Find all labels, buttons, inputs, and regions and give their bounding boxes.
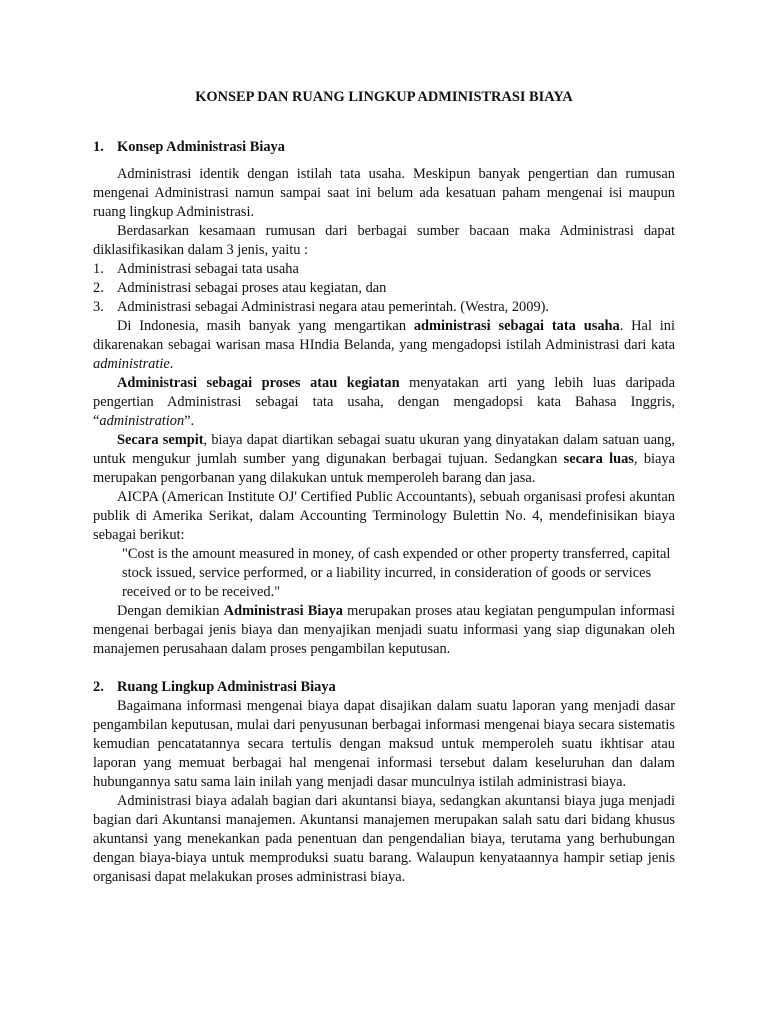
text-run: merupakan proses atau kegiatan pengumpulan informasi mengenai berbagai jenis biaya dan menyajikan menjadi suatu informasi yang siap digunakan oleh manajemen perusahaan dalam proses pengambilan keputusan.	[93, 603, 675, 657]
list-item-text: Administrasi sebagai proses atau kegiatan, dan	[117, 280, 387, 296]
section-1-paragraph-3	[93, 317, 675, 374]
bold-term: Secara sempit	[117, 432, 204, 448]
text-run: ”.	[184, 413, 195, 429]
section-1-heading-text: Konsep Administrasi Biaya	[117, 139, 285, 155]
section-1-paragraph-7	[93, 602, 675, 659]
bold-term: secara luas	[563, 451, 634, 467]
section-1-number: 1.	[93, 139, 104, 155]
text-run: Di Indonesia, masih banyak yang mengartikan	[117, 318, 414, 334]
administration-types-list	[93, 260, 675, 317]
list-item-text: Administrasi sebagai Administrasi negara atau pemerintah. (Westra, 2009).	[117, 299, 550, 315]
section-1-paragraph-5	[93, 431, 675, 488]
text-run: Dengan demikian	[117, 603, 224, 619]
document-title: KONSEP DAN RUANG LINGKUP ADMINISTRASI BIAYA	[195, 89, 573, 105]
section-2-number: 2.	[93, 679, 104, 695]
section-1-heading	[93, 138, 675, 157]
bold-term: Administrasi sebagai proses atau kegiatan	[117, 375, 400, 391]
list-item-number: 1.	[93, 261, 104, 277]
section-2-paragraph-2: Administrasi biaya adalah bagian dari akuntansi biaya, sedangkan akuntansi biaya juga menjadi bagian dari Akuntansi manajemen. Akuntansi manajemen merupakan salah satu dari bidang khusus akuntansi yang menekankan pada penentuan dan pengendalian biaya, terutama yang berhubungan dengan biaya-biaya untuk memproduksi suatu barang. Walaupun kenyataannya hampir setiap jenis organisasi dapat melakukan proses administrasi biaya.	[93, 793, 675, 885]
section-spacer	[93, 659, 675, 678]
text-run: . Hal ini dikarenakan sebagai warisan masa HIndia Belanda, yang mengadopsi istilah Administrasi dari kata	[93, 318, 675, 353]
bold-term: administrasi sebagai tata usaha	[413, 318, 620, 334]
section-1-paragraph-6: AICPA (American Institute OJ' Certified Public Accountants), sebuah organisasi profesi akuntan publik di Amerika Serikat, dalam Accounting Terminology Bulettin No. 4, mendefinisikan biaya sebagai berikut:	[93, 489, 675, 543]
list-item-text: Administrasi sebagai tata usaha	[117, 261, 299, 277]
text-run: .	[169, 356, 174, 372]
list-item	[93, 279, 675, 298]
section-2-paragraph-1: Bagaimana informasi mengenai biaya dapat disajikan dalam suatu laporan yang menjadi dasar pengambilan keputusan, mulai dari penyusunan berbagai informasi mengenai biaya secara sistematis kemudian pencatatannya secara tertulis dengan maksud untuk memperoleh suatu ikhtisar atau laporan yang memuat berbagai hal mengenai informasi tersebut dalam keseluruhan dan dalam hubungannya satu sama lain inilah yang menjadi dasar munculnya istilah administrasi biaya.	[93, 698, 675, 790]
list-item	[93, 298, 675, 317]
italic-term: administratie	[93, 356, 170, 372]
section-1-paragraph-4	[93, 374, 675, 431]
text-run: menyatakan arti yang lebih luas daripada pengertian Administrasi sebagai tata usaha, dengan mengadopsi kata Bahasa Inggris, “	[93, 375, 675, 429]
list-item-number: 3.	[93, 299, 104, 315]
italic-term: administration	[99, 413, 185, 429]
text-run: , biaya dapat diartikan sebagai suatu ukuran yang dinyatakan dalam satuan uang, untuk mengukur jumlah sumber yang digunakan berbagai tujuan. Sedangkan	[93, 432, 675, 467]
cost-definition-quote: "Cost is the amount measured in money, of cash expended or other property transferred, capital stock issued, service performed, or a liability incurred, in consideration of goods or services received or to be received."	[122, 546, 671, 600]
list-item-number: 2.	[93, 280, 104, 296]
list-item	[93, 260, 675, 279]
text-run: , biaya merupakan pengorbanan yang dilakukan untuk memperoleh barang dan jasa.	[93, 451, 675, 486]
section-1-paragraph-1: Administrasi identik dengan istilah tata usaha. Meskipun banyak pengertian dan rumusan mengenai Administrasi namun sampai saat ini belum ada kesatuan paham mengenai isi maupun ruang lingkup Administrasi.	[93, 166, 675, 220]
section-2-heading	[93, 678, 675, 697]
section-2-heading-text: Ruang Lingkup Administrasi Biaya	[117, 679, 336, 695]
bold-term: Administrasi Biaya	[223, 603, 343, 619]
section-1-paragraph-2: Berdasarkan kesamaan rumusan dari berbagai sumber bacaan maka Administrasi dapat diklasifikasikan dalam 3 jenis, yaitu :	[93, 223, 675, 258]
